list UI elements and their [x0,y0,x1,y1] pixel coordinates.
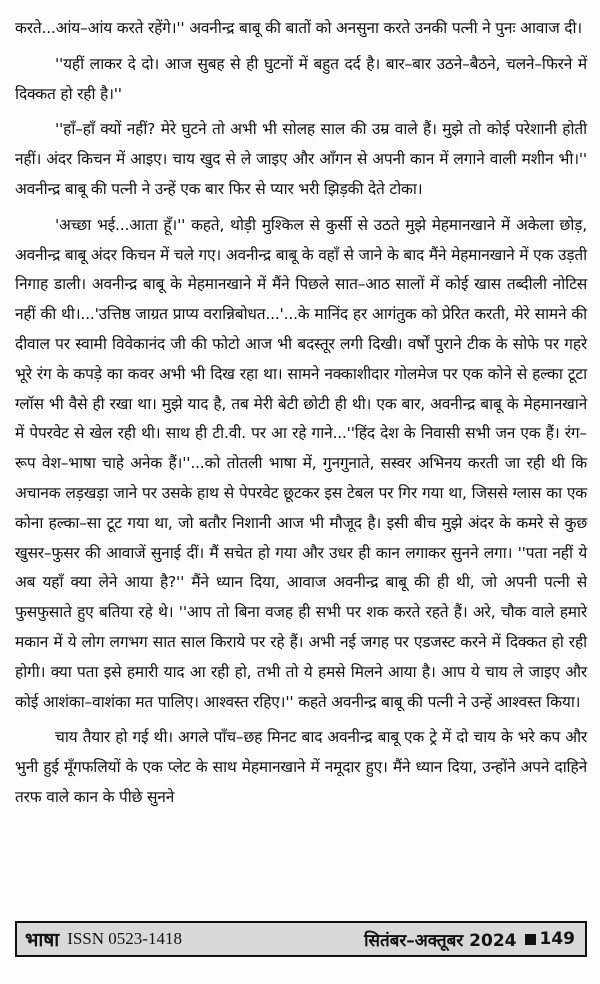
paragraph-2: ''यहीं लाकर दे दो। आज सुबह से ही घुटनों में बहुत दर्द है। बार–बार उठने–बैठने, चलने–फिरने में दिक्कत हो रही है।'' [15,54,587,103]
article-body [15,14,587,819]
paragraph-3: ''हाँ–हाँ क्यों नहीं? मेरे घुटने तो अभी भी सोलह साल की उम्र वाले हैं। मुझे तो कोई परेशानी होती नहीं। अंदर किचन में आइए। चाय खुद से ले जाइए और आँगन से अपनी कान में लगाने वाली मशीन भी।'' अवनीन्द्र बाबू की पत्नी ने उन्हें एक बार फिर से प्यार भरी झिड़की देते टोका। [15,120,587,198]
paragraph-1: करते...आंय–आंय करते रहेंगे।'' अवनीन्द्र बाबू की बातों को अनसुना करते उनकी पत्नी ने पुनः आवाज दी। [15,19,582,37]
square-icon [525,934,536,945]
issn-number: ISSN 0523-1418 [67,929,182,948]
page-number: 149 [539,929,575,949]
paragraph-4: 'अच्छा भई...आता हूँ।'' कहते, थोड़ी मुश्किल से कुर्सी से उठते मुझे मेहमानखाने में अकेला छोड़, अवनीन्द्र बाबू अंदर किचन में चले गए। अवनीन्द्र बाबू के वहाँ से जाने के बाद मैंने मेहमानखाने में एक उड़ती निगाह डाली। अवनीन्द्र बाबू के मेहमानखाने में मैंने पिछले सात–आठ सालों में कोई खास तब्दीली नोटिस नहीं की थी।...'उत्तिष्ठ जाग्रत प्राप्य वरान्निबोधत...'...के मानिंद हर आगंतुक को प्रेरित करती, मेरे सामने की दीवाल पर स्वामी विवेकानंद जी की फोटो आज भी बदस्तूर लगी दिखी। वर्षों पुराने टीक के सोफे पर गहरे भूरे रंग के कपड़े का कवर अभी भी दिख रहा था। सामने नक्काशीदार गोलमेज पर एक कोने से हल्का टूटा ग्लॉस भी वैसे ही रखा था। मुझे याद है, तब मेरी बेटी छोटी ही थी। एक बार, अवनीन्द्र बाबू के मेहमानखाने में पेपरवेट से खेल रही थी। साथ ही टी.वी. पर आ रहे गाने...''हिंद देश के निवासी सभी जन एक हैं। रंग–रूप वेश–भाषा चाहे अनेक हैं।''...को तोतली भाषा में, गुनगुनाते, सस्वर अभिनय करती जा रही थी कि अचानक लड़खड़ा जाने पर उसके हाथ से पेपरवेट छूटकर इस टेबल पर गिर गया था, जिससे ग्लास का एक कोना हल्का–सा टूट गया था, जो बतौर निशानी आज भी मौजूद है। इसी बीच मुझे अंदर के कमरे से कुछ खुसर–फुसर की आवाजें सुनाई दीं। मैं सचेत हो गया और उधर ही कान लगाकर सुनने लगा। ''पता नहीं ये अब यहाँ क्या लेने आया है?'' मैंने ध्यान दिया, आवाज अवनीन्द्र बाबू की ही थी, जो अपनी पत्नी से फुसफुसाते हुए बतिया रहे थे। ''आप तो बिना वजह ही सभी पर शक करते रहते हैं। अरे, चौक वाले हमारे मकान में ये लोग लगभग सात साल किराये पर रहे हैं। अभी नई जगह पर एडजस्ट करने में दिक्कत हो रही होगी। क्या पता इसे हमारी याद आ रही हो, तभी तो ये हमसे मिलने आया है। आप ये चाय ले जाइए और कोई आशंका–वाशंका मत पालिए। आश्वस्त रहिए।'' कहते अवनीन्द्र बाबू की पत्नी ने उन्हें आश्वस्त किया। [15,215,587,711]
page-footer [15,921,587,957]
journal-info [25,926,182,952]
issue-date: सितंबर–अक्तूबर 2024 [364,930,517,951]
page-number-block [525,929,576,949]
paragraph-5: चाय तैयार हो गई थी। अगले पाँच–छह मिनट बाद अवनीन्द्र बाबू एक ट्रे में दो चाय के भरे कप और भुनी हुई मूँगफलियों के एक प्लेट के साथ मेहमानखाने में नमूदार हुए। मैंने ध्यान दिया, उन्होंने अपने दाहिने तरफ वाले कान के पीछे सुनने [15,728,587,806]
journal-logo: भाषा [25,929,60,951]
issue-info [364,928,575,951]
